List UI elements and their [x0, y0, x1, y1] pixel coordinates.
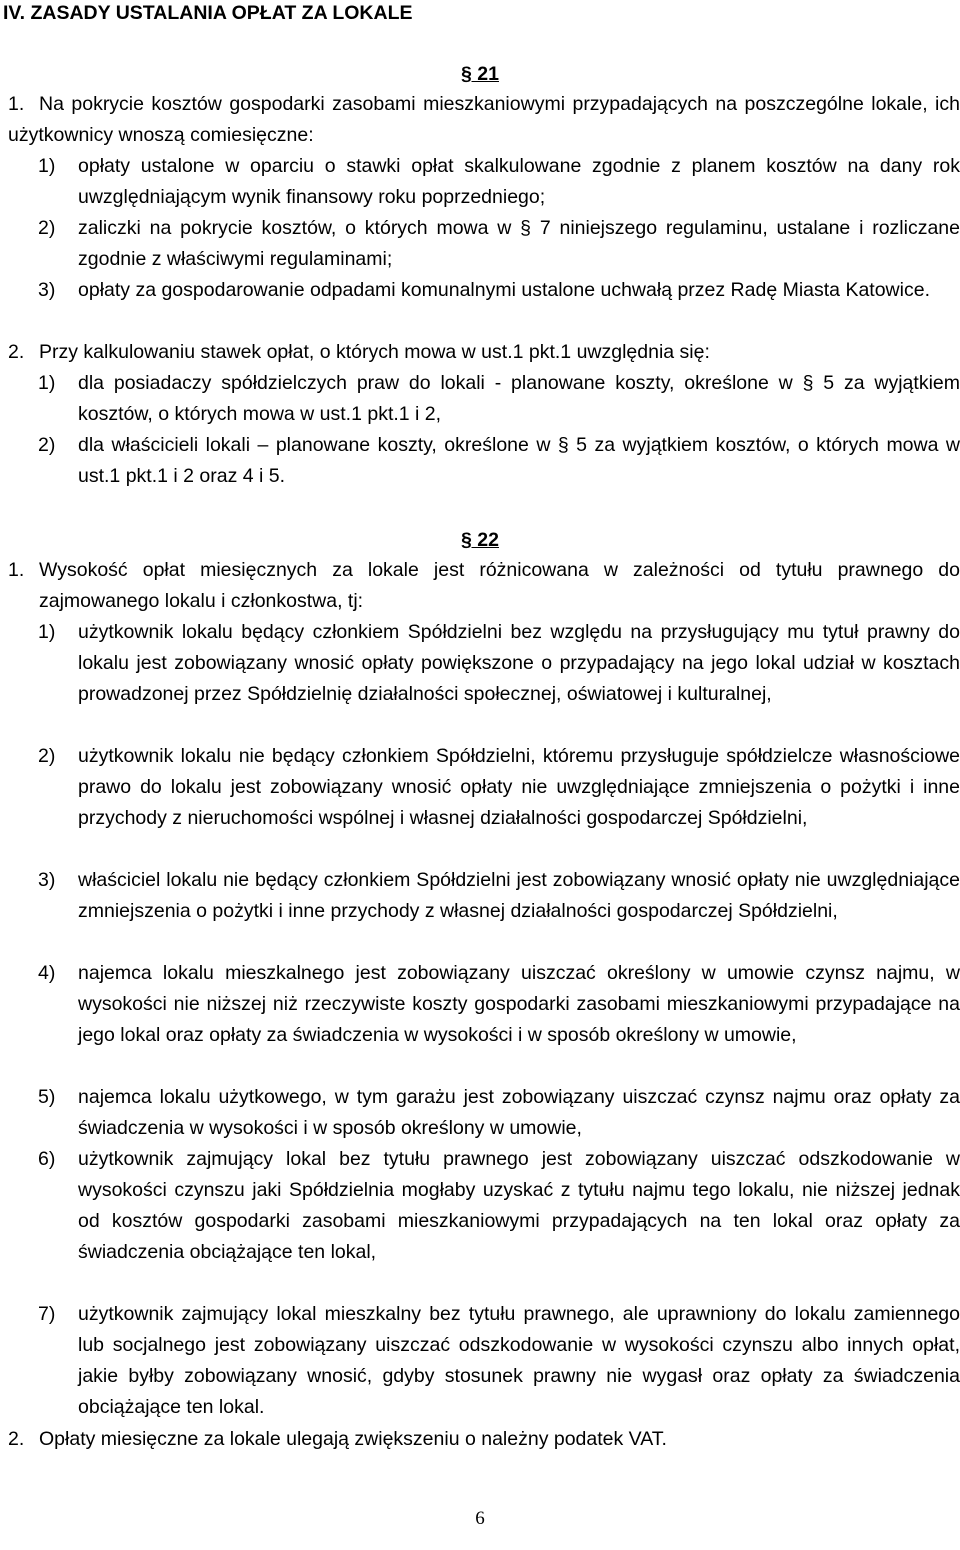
s22-point-1 — [8, 555, 960, 617]
s21-point-2-text: Przy kalkulowaniu stawek opłat, o których mowa w ust.1 pkt.1 uwzględnia się: — [39, 341, 710, 363]
s22-p1-item-2-number: 2) — [38, 745, 56, 767]
s22-p1-item-4 — [38, 958, 960, 1051]
s21-point-2 — [8, 337, 960, 368]
s22-p1-item-1 — [38, 617, 960, 710]
s22-p1-item-7-number: 7) — [38, 1303, 56, 1325]
paragraph-22-heading: § 22 — [461, 529, 499, 551]
s22-p1-item-7-text: użytkownik zajmujący lokal mieszkalny bez tytułu prawnego, ale uprawniony do lokalu zamiennego lub socjalnego jest zobowiązany uiszczać odszkodowanie w wysokości czynszu albo innych opłat, jakie byłby zobowiązany wnosić, gdyby stosunek prawny nie wygasł oraz opłaty za świadczenia obciążające ten lokal. — [78, 1303, 960, 1418]
s21-p1-item-3-text: opłaty za gospodarowanie odpadami komunalnymi ustalone uchwałą przez Radę Miasta Katowice. — [78, 279, 930, 301]
s21-p1-item-3 — [38, 275, 960, 306]
s21-p2-item-2 — [38, 430, 960, 492]
s21-p1-item-2-number: 2) — [38, 217, 56, 239]
s21-p2-item-2-text: dla właścicieli lokali – planowane koszty, określone w § 5 za wyjątkiem kosztów, o których mowa w ust.1 pkt.1 i 2 oraz 4 i 5. — [78, 434, 960, 487]
s21-point-1-number: 1. — [8, 93, 25, 115]
s22-p1-item-1-number: 1) — [38, 621, 56, 643]
s21-point-2-number: 2. — [8, 341, 25, 363]
s22-p1-item-4-number: 4) — [38, 962, 56, 984]
s21-p2-item-1 — [38, 368, 960, 430]
s21-p2-item-1-number: 1) — [38, 372, 56, 394]
s21-p2-item-2-number: 2) — [38, 434, 56, 456]
s22-p1-item-3 — [38, 865, 960, 927]
s22-p1-item-5-number: 5) — [38, 1086, 56, 1108]
s21-p1-item-1-text: opłaty ustalone w oparciu o stawki opłat skalkulowane zgodnie z planem kosztów na dany rok uwzględniającym wynik finansowy roku poprzedniego; — [78, 155, 960, 208]
s22-p1-item-7 — [38, 1299, 960, 1423]
s22-p1-item-2 — [38, 741, 960, 834]
s21-p2-item-1-text: dla posiadaczy spółdzielczych praw do lokali - planowane koszty, określone w § 5 za wyjątkiem kosztów, o których mowa w ust.1 pkt.1 i 2, — [78, 372, 960, 425]
s22-point-2-number: 2. — [8, 1428, 25, 1450]
s22-p1-item-4-text: najemca lokalu mieszkalnego jest zobowiązany uiszczać określony w umowie czynsz najmu, w wysokości nie niższej niż rzeczywiste koszty gospodarki zasobami mieszkaniowymi przypadające na jego lokal oraz opłaty za świadczenia w wysokości i w sposób określony w umowie, — [78, 962, 960, 1046]
paragraph-21-heading: § 21 — [461, 63, 499, 85]
s22-p1-item-3-text: właściciel lokalu nie będący członkiem Spółdzielni jest zobowiązany wnosić opłaty nie uwzględniające zmniejszenia o pożytki i inne przychody z własnej działalności gospodarczej Spółdzielni, — [78, 869, 960, 922]
s21-p1-item-1-number: 1) — [38, 155, 56, 177]
s21-p1-item-1 — [38, 151, 960, 213]
s22-p1-item-6 — [38, 1144, 960, 1268]
page-number: 6 — [475, 1508, 485, 1529]
s22-point-1-text: Wysokość opłat miesięcznych za lokale jest różnicowana w zależności od tytułu prawnego do zajmowanego lokalu i członkostwa, tj: — [39, 559, 960, 612]
section-title: IV. ZASADY USTALANIA OPŁAT ZA LOKALE — [3, 2, 413, 24]
s22-p1-item-3-number: 3) — [38, 869, 56, 891]
s21-p1-item-3-number: 3) — [38, 279, 56, 301]
s21-p1-item-2-text: zaliczki na pokrycie kosztów, o których mowa w § 7 niniejszego regulaminu, ustalane i rozliczane zgodnie z właściwymi regulaminami; — [78, 217, 960, 270]
s22-p1-item-6-text: użytkownik zajmujący lokal bez tytułu prawnego jest zobowiązany uiszczać odszkodowanie w wysokości czynszu jaki Spółdzielnia mogłaby uzyskać z tytułu najmu tego lokalu, nie niższej jednak od kosztów gospodarki zasobami mieszkaniowymi przypadających na ten lokal oraz opłaty za świadczenia obciążające ten lokal, — [78, 1148, 960, 1263]
s22-p1-item-6-number: 6) — [38, 1148, 56, 1170]
s21-point-1 — [8, 89, 960, 151]
s22-point-1-number: 1. — [8, 559, 25, 581]
s22-p1-item-1-text: użytkownik lokalu będący członkiem Spółdzielni bez względu na przysługujący mu tytuł prawny do lokalu jest zobowiązany wnosić opłaty powiększone o przypadający na jego lokal udział w kosztach prowadzonej przez Spółdzielnię działalności społecznej, oświatowej i kulturalnej, — [78, 621, 960, 705]
s21-point-1-text: Na pokrycie kosztów gospodarki zasobami mieszkaniowymi przypadających na poszczególne lokale, ich użytkownicy wnoszą comiesięczne: — [8, 93, 960, 146]
s22-p1-item-5-text: najemca lokalu użytkowego, w tym garażu jest zobowiązany uiszczać czynsz najmu oraz opłaty za świadczenia w wysokości i w sposób określony w umowie, — [78, 1086, 960, 1139]
s22-point-2-text: Opłaty miesięczne za lokale ulegają zwiększeniu o należny podatek VAT. — [39, 1428, 667, 1450]
s22-p1-item-2-text: użytkownik lokalu nie będący członkiem Spółdzielni, któremu przysługuje spółdzielcze własnościowe prawo do lokalu jest zobowiązany wnosić opłaty nie uwzględniające zmniejszenia o pożytki i inne przychody z nieruchomości wspólnej i własnej działalności gospodarczej Spółdzielni, — [78, 745, 960, 829]
s22-p1-item-5 — [38, 1082, 960, 1144]
s21-p1-item-2 — [38, 213, 960, 275]
s22-point-2 — [8, 1424, 960, 1455]
